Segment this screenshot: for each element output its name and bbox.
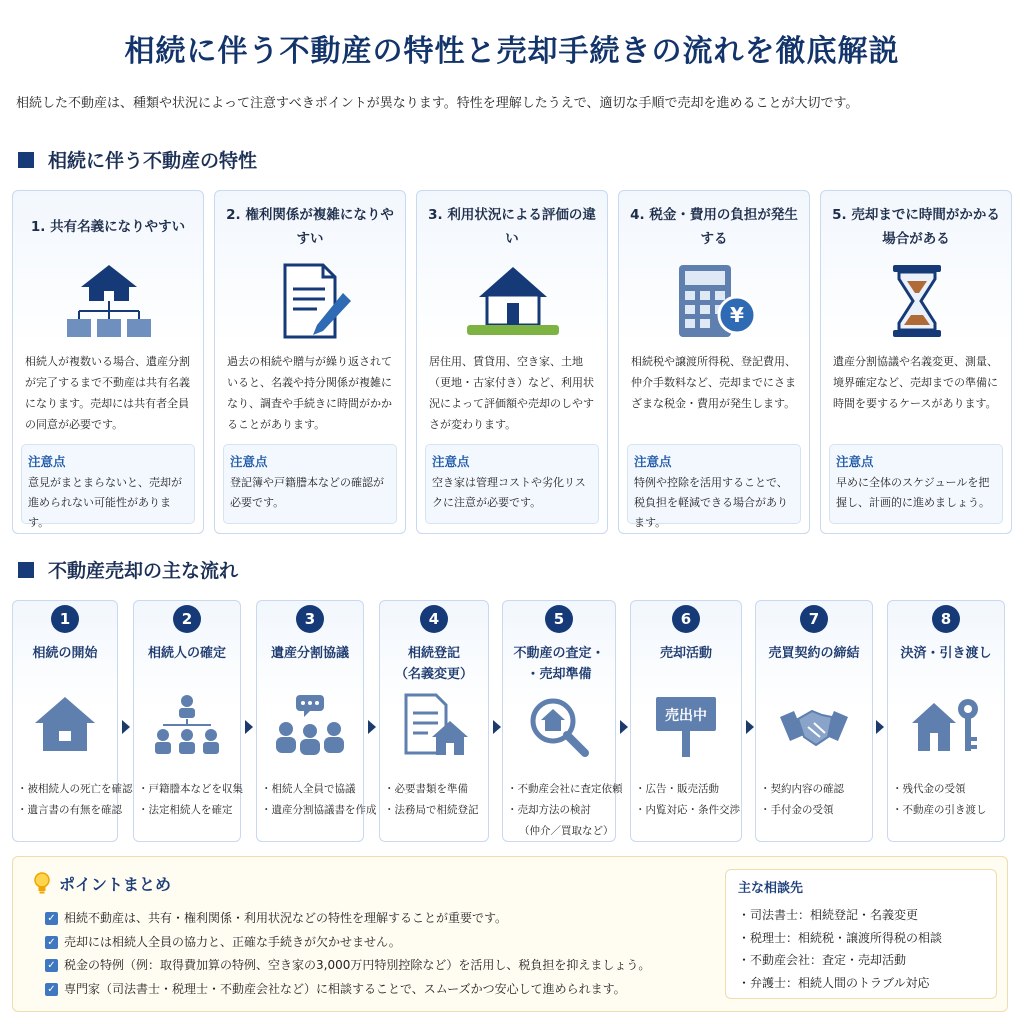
consultation-item: ・不動産会社：査定・売却活動 <box>738 953 907 967</box>
step-items <box>17 779 133 821</box>
hourglass-icon <box>867 263 967 339</box>
arrow-right-icon <box>746 720 754 734</box>
step-title: 売買契約の締結 <box>768 646 860 661</box>
ownership-tree-icon <box>59 263 159 339</box>
caution-box <box>425 444 599 524</box>
step-number: 4 <box>420 605 448 633</box>
card-body: 遺産分割協議や名義変更、測量、境界確定など、売却までの準備に時間を要するケースがあります。 <box>833 355 998 410</box>
step-number: 8 <box>932 605 960 633</box>
characteristic-card <box>12 190 204 534</box>
caution-box <box>627 444 801 529</box>
arrow-right-icon <box>368 720 376 734</box>
step-item: ・遺産分割協議書を作成 <box>261 804 377 816</box>
step-number: 7 <box>800 605 828 633</box>
summary-box <box>12 856 1008 1012</box>
caution-text: 空き家は管理コストや劣化リスクに注意が必要です。 <box>432 476 586 509</box>
checkbox-icon: ✓ <box>45 936 58 949</box>
characteristics-heading <box>18 146 257 173</box>
step-item: ・残代金の受領 <box>892 783 966 795</box>
summary-point-text: 税金の特例（例：取得費加算の特例、空き家の3,000万円特別控除など）を活用し、税負担を抑えましょう。 <box>64 958 651 972</box>
house-on-grass-icon <box>463 263 563 339</box>
card-title: 3. 利用状況による評価の違い <box>428 207 596 247</box>
card-title: 5. 売却までに時間がかかる場合がある <box>832 207 1000 247</box>
step-item: ・相続人全員で協議 <box>261 783 356 795</box>
arrow-right-icon <box>620 720 628 734</box>
caution-label: 注意点 <box>432 454 470 469</box>
flow-step <box>12 600 133 842</box>
step-title: 相続登記 （名義変更） <box>394 646 473 682</box>
characteristic-card <box>618 190 810 534</box>
arrow-right-icon <box>876 720 884 734</box>
consultation-item: ・弁護士：相続人間のトラブル対応 <box>738 975 930 990</box>
step-item: ・契約内容の確認 <box>760 783 844 795</box>
step-items <box>507 779 623 842</box>
magnifier-house-icon <box>523 693 595 757</box>
card-body: 過去の相続や贈与が繰り返されていると、名義や持分関係が複雑になり、調査や手続きに時間がかかることがあります。 <box>227 355 392 431</box>
flow-step <box>502 600 623 842</box>
card-body: 相続税や譲渡所得税、登記費用、仲介手数料など、売却までにさまざまな税金・費用が発生します。 <box>631 355 796 410</box>
flow-step <box>379 600 489 842</box>
flow-step <box>630 600 742 842</box>
consultation-item: ・司法書士：相続登記・名義変更 <box>738 908 919 922</box>
discussion-icon <box>274 693 346 757</box>
caution-box <box>21 444 195 529</box>
step-number: 2 <box>173 605 201 633</box>
summary-point <box>45 978 650 1002</box>
flow-step <box>755 600 873 842</box>
checkbox-icon: ✓ <box>45 959 58 972</box>
step-title: 売却活動 <box>659 646 712 661</box>
card-body: 居住用、賃貸用、空き家、土地（更地・古家付き）など、利用状況によって評価額や売却のしやすさが変わります。 <box>429 355 594 431</box>
step-items <box>261 779 377 821</box>
caution-box <box>829 444 1003 524</box>
consultation-item: ・税理士：相続税・譲渡所得税の相談 <box>738 930 943 945</box>
step-item: ・遺言書の有無を確認 <box>17 804 122 816</box>
summary-point-text: 売却には相続人全員の協力と、正確な手続きが欠かせません。 <box>64 934 401 949</box>
step-item: ・売却方法の検討 <box>507 804 591 816</box>
characteristic-card <box>214 190 406 534</box>
arrow-right-icon <box>245 720 253 734</box>
step-items <box>384 779 486 821</box>
consultation-box <box>725 869 997 999</box>
caution-label: 注意点 <box>634 454 672 469</box>
summary-point <box>45 954 650 978</box>
svg-text:¥: ¥ <box>730 303 744 327</box>
step-item: ・内覧対応・条件交渉 <box>635 804 740 816</box>
caution-box <box>223 444 397 524</box>
step-item: ・戸籍謄本などを収集 <box>138 783 243 795</box>
step-item: ・手付金の受領 <box>760 804 834 816</box>
summary-heading-text: ポイントまとめ <box>59 874 172 894</box>
heading-square-icon <box>18 562 34 578</box>
step-item: ・必要書類を準備 <box>384 783 468 795</box>
checkbox-icon: ✓ <box>45 912 58 925</box>
step-items <box>635 779 739 821</box>
caution-text: 早めに全体のスケジュールを把握し、計画的に進めましょう。 <box>836 476 990 509</box>
document-pen-icon <box>261 263 361 339</box>
step-items <box>892 779 1002 821</box>
step-number: 3 <box>296 605 324 633</box>
step-title: 不動産の査定・ ・売却準備 <box>513 646 605 682</box>
card-title: 2. 権利関係が複雑になりやすい <box>226 207 394 247</box>
calculator-yen-icon <box>665 263 765 339</box>
step-item: ・法定相続人を確定 <box>138 804 233 816</box>
step-item: ・法務局で相続登記 <box>384 804 479 816</box>
characteristic-card <box>416 190 608 534</box>
summary-heading <box>31 871 171 895</box>
flow-step <box>887 600 1005 842</box>
step-number: 1 <box>51 605 79 633</box>
step-item: ・不動産会社に査定依頼 <box>507 783 623 795</box>
step-items <box>760 779 870 821</box>
family-tree-icon <box>151 693 223 757</box>
step-items <box>138 779 243 821</box>
step-title: 相続人の確定 <box>147 646 226 661</box>
checkbox-icon: ✓ <box>45 983 58 996</box>
consultation-heading: 主な相談先 <box>738 881 804 896</box>
house-key-icon <box>910 693 982 757</box>
card-title: 1. 共有名義になりやすい <box>30 219 186 235</box>
for-sale-sign-icon <box>650 693 722 757</box>
characteristics-cards <box>12 190 1012 534</box>
flow-heading <box>18 556 238 583</box>
house-icon <box>29 693 101 757</box>
card-title: 4. 税金・費用の負担が発生する <box>630 207 798 247</box>
sign-text: 売出中 <box>665 708 707 724</box>
step-item: （仲介／買取など） <box>519 825 614 837</box>
caution-label: 注意点 <box>28 454 66 469</box>
lightbulb-icon <box>31 871 53 895</box>
intro-text: 相続した不動産は、種類や状況によって注意すべきポイントが異なります。特性を理解したうえで、適切な手順で売却を進めることが大切です。 <box>16 96 859 111</box>
summary-point <box>45 907 650 931</box>
handshake-icon <box>778 693 850 757</box>
summary-point-text: 専門家（司法書士・税理士・不動産会社など）に相談することで、スムーズかつ安心して進められます。 <box>64 981 626 996</box>
caution-text: 意見がまとまらないと、売却が進められない可能性があります。 <box>28 476 182 529</box>
flow-heading-text: 不動産売却の主な流れ <box>48 560 239 582</box>
caution-label: 注意点 <box>836 454 874 469</box>
page-title: 相続に伴う不動産の特性と売却手続きの流れを徹底解説 <box>124 34 900 69</box>
step-title: 相続の開始 <box>32 646 98 661</box>
summary-point-text: 相続不動産は、共有・権利関係・利用状況などの特性を理解することが重要です。 <box>64 911 508 925</box>
flow-step <box>256 600 377 842</box>
caution-label: 注意点 <box>230 454 268 469</box>
document-house-icon <box>398 693 470 757</box>
flow-step <box>133 600 241 842</box>
card-body: 相続人が複数いる場合、遺産分割が完了するまで不動産は共有名義になります。売却には共有者全員の同意が必要です。 <box>25 355 190 431</box>
step-item: ・不動産の引き渡し <box>892 804 987 816</box>
step-title: 決済・引き渡し <box>900 646 992 661</box>
step-number: 6 <box>672 605 700 633</box>
characteristics-heading-text: 相続に伴う不動産の特性 <box>48 150 258 172</box>
step-title: 遺産分割協議 <box>270 646 349 661</box>
arrow-right-icon <box>122 720 130 734</box>
step-item: ・被相続人の死亡を確認 <box>17 783 133 795</box>
step-number: 5 <box>545 605 573 633</box>
heading-square-icon <box>18 152 34 168</box>
caution-text: 登記簿や戸籍謄本などの確認が必要です。 <box>230 476 384 509</box>
summary-point <box>45 931 650 955</box>
step-item: ・広告・販売活動 <box>635 783 719 795</box>
summary-points <box>45 907 650 1001</box>
arrow-right-icon <box>493 720 501 734</box>
caution-text: 特例や控除を活用することで、税負担を軽減できる場合があります。 <box>634 476 788 529</box>
sale-flow <box>12 600 1012 842</box>
characteristic-card <box>820 190 1012 534</box>
